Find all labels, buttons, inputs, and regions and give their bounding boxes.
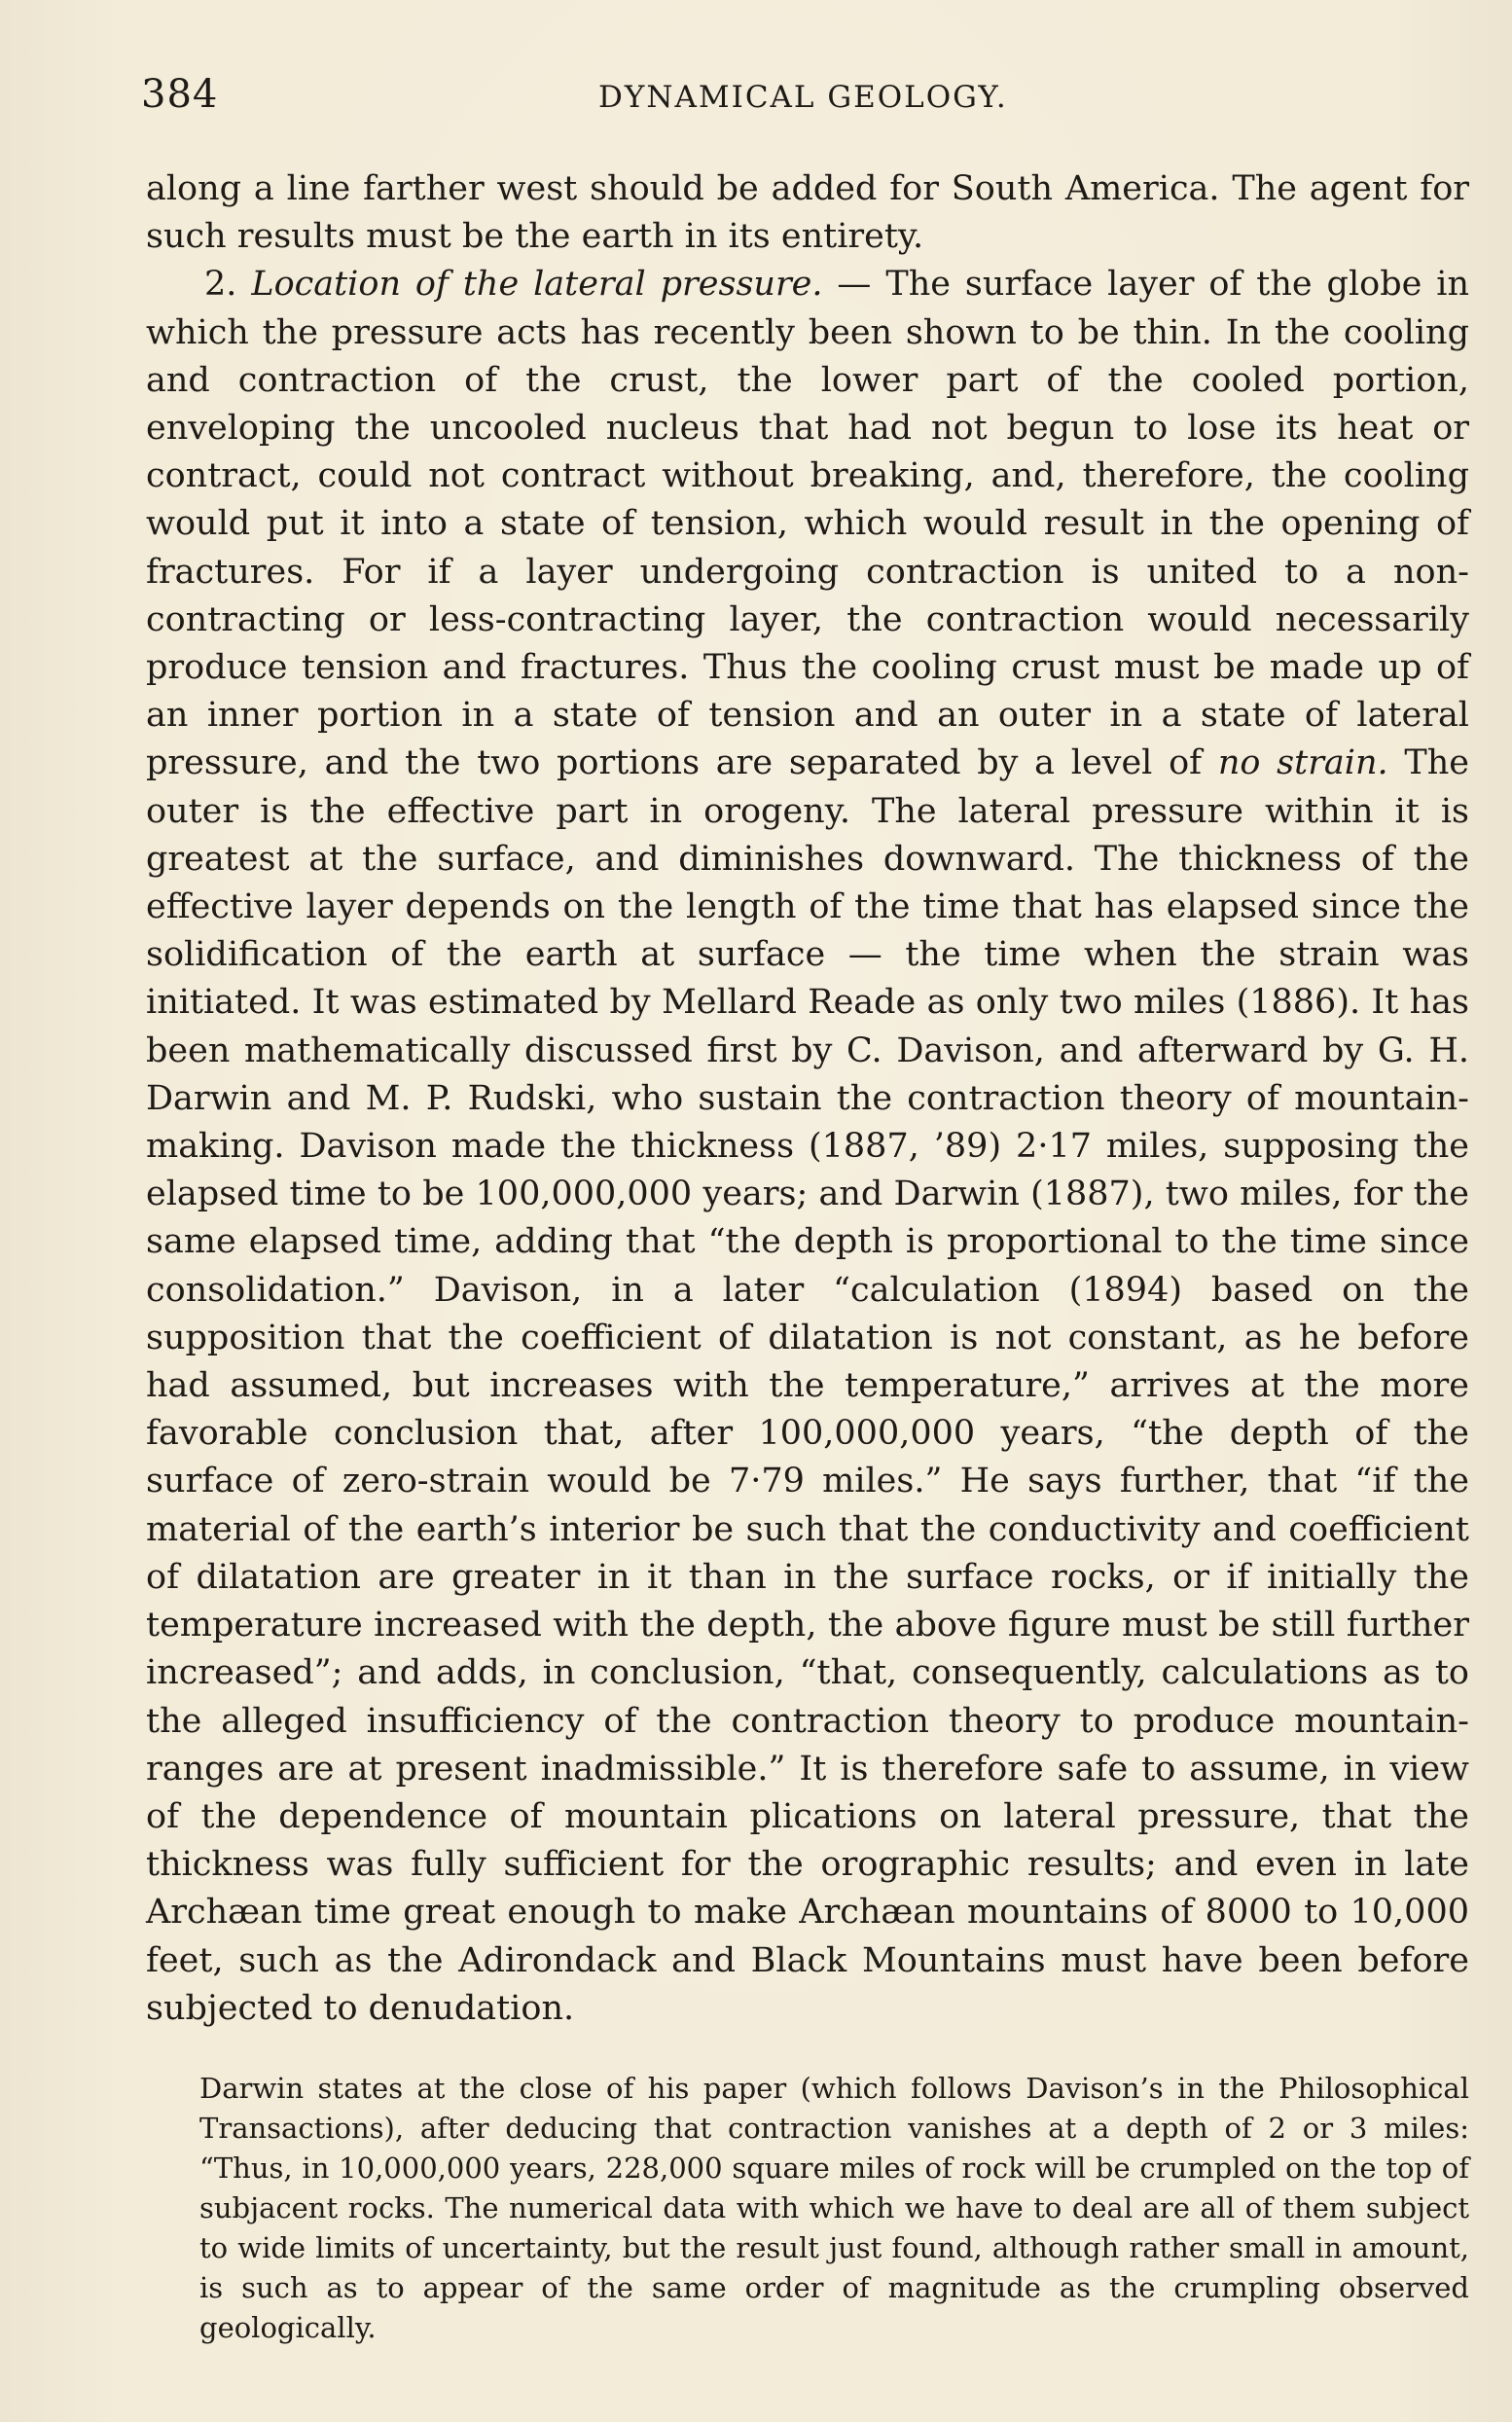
running-head: DYNAMICAL GEOLOGY. <box>598 80 1008 115</box>
paragraph-2-text-after-emphasis: The outer is the effective part in orogeny. The lateral pressure within it is greatest at the surface, and diminishes downward. The thickness of the effective layer depends on the length of the time that has elapsed since the solidification of the earth at surface — the time when the strain was initiated. It was estimated by Mellard Reade as only two miles (1886). It has been mathematically discussed first by C. Davison, and afterward by G. H. Darwin and M. P. Rudski, who sustain the contraction theory of mountain-making. Davison made the thickness (1887, ’89) 2·17 miles, supposing the elapsed time to be 100,000,000 years; and Darwin (1887), two miles, for the same elapsed time, adding that “the depth is proportional to the time since consolidation.” Davison, in a later “calculation (1894) based on the supposition that the coefficient of dilatation is not constant, as he before had assumed, but increases with the temperature,” arrives at the more favorable conclusion that, after 100,000,000 years, “the depth of the surface of zero-strain would be 7·79 miles.” He says further, that “if the material of the earth’s interior be such that the conductivity and coefficient of dilatation are greater in it than in the surface rocks, or if initially the temperature increased with the depth, the above figure must be still further increased”; and adds, in conclusion, “that, consequently, calculations as to the alleged insufficiency of the contraction theory to produce mountain-ranges are at present inadmissible.” It is therefore safe to assume, in view of the dependence of mountain plications on lateral pressure, that the thickness was fully sufficient for the orographic results; and even in late Archæan time great enough to make Archæan mountains of 8000 to 10,000 feet, such as the Adirondack and Black Mountains must have been before subjected to denudation. <box>146 743 1469 2028</box>
page-number: 384 <box>141 72 219 117</box>
footnote-text: Darwin states at the close of his paper (which follows Davison’s in the Philosophical Transactions), after deducing that contraction vanishes at a depth of 2 or 3 miles: “Thus, in 10,000,000 years, 228,000 square miles of rock will be crumpled on the top of subjacent rocks. The numerical data with which we have to deal are all of them subject to wide limits of uncertainty, but the result just found, although rather small in amount, is such as to appear of the same order of magnitude as the crumpling observed geologically. <box>199 2072 1469 2344</box>
footnote <box>199 2069 1469 2344</box>
page-header <box>141 70 1469 119</box>
section-heading: Location of the lateral pressure. <box>251 265 823 305</box>
emphasis-no-strain: no strain. <box>1217 743 1388 783</box>
paragraph-1: along a line farther west should be added for South America. The agent for such results must be the earth in its entirety. <box>146 169 1469 257</box>
paragraph-2-text-before-emphasis: — The surface layer of the globe in which the pressure acts has recently been shown to be thin. In the cooling and contraction of the crust, the lower part of the cooled portion, enveloping the uncooled nucleus that had not begun to lose its heat or contract, could not contract without breaking, and, therefore, the cooling would put it into a state of tension, which would result in the opening of fractures. For if a layer undergoing contraction is united to a non-contracting or less-contracting layer, the contraction would necessarily produce tension and fractures. Thus the cooling crust must be made up of an inner portion in a state of tension and an outer in a state of lateral pressure, and the two portions are separated by a level of <box>146 265 1469 783</box>
paragraph-2 <box>146 261 1469 2033</box>
main-text <box>146 165 1469 2034</box>
section-number: 2. <box>204 265 237 305</box>
